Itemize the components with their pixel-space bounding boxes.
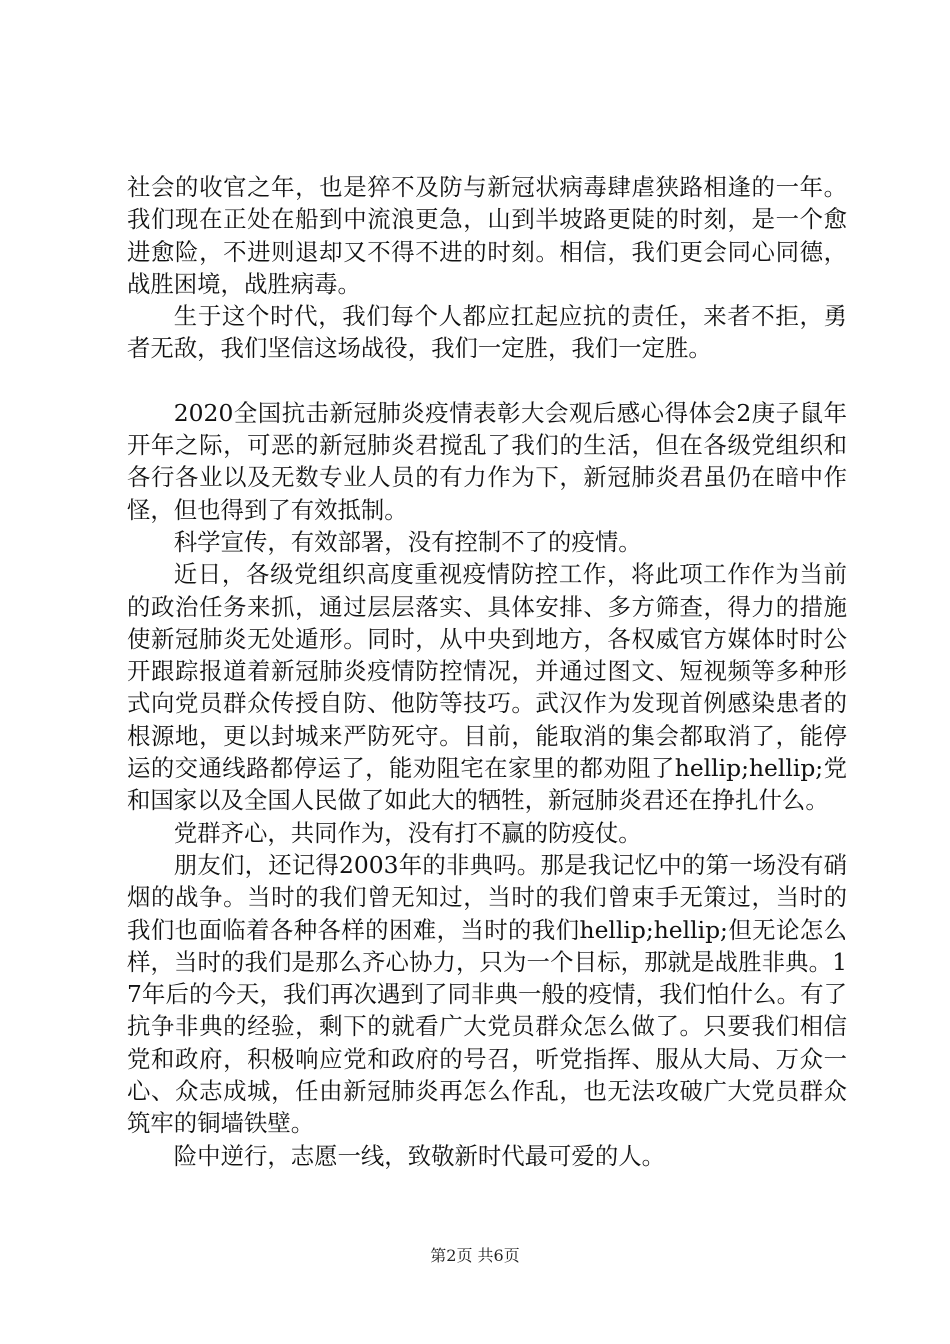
paragraph-continuation: 社会的收官之年，也是猝不及防与新冠状病毒肆虐狭路相逢的一年。我们现在正处在船到中流浪更急，山到半坡路更陡的时刻，是一个愈进愈险，不进则退却又不得不进的时刻。相信，我们更会同心同德，战胜困境，战胜病毒。 <box>127 173 847 298</box>
paragraph-article-heading: 2020全国抗击新冠肺炎疫情表彰大会观后感心得体会2庚子鼠年开年之际，可恶的新冠肺炎君搅乱了我们的生活，但在各级党组织和各行各业以及无数专业人员的有力作为下，新冠肺炎君虽仍在暗中作怪，但也得到了有效抵制。 <box>127 398 847 524</box>
paragraph: 生于这个时代，我们每个人都应扛起应抗的责任，来者不拒，勇者无敌，我们坚信这场战役，我们一定胜，我们一定胜。 <box>127 302 847 363</box>
paragraph: 党群齐心，共同作为，没有打不赢的防疫仗。 <box>173 818 642 847</box>
paragraph: 近日，各级党组织高度重视疫情防控工作，将此项工作作为当前的政治任务来抓，通过层层落实、具体安排、多方筛查，得力的措施使新冠肺炎无处遁形。同时，从中央到地方，各权威官方媒体时时公开跟踪报道着新冠肺炎疫情防控情况，并通过图文、短视频等多种形式向党员群众传授自防、他防等技巧。武汉作为发现首例感染患者的根源地，更以封城来严防死守。目前，能取消的集会都取消了，能停运的交通线路都停运了，能劝阻宅在家里的都劝阻了hellip;hellip;党和国家以及全国人民做了如此大的牺牲，新冠肺炎君还在挣扎什么。 <box>127 560 847 815</box>
paragraph: 险中逆行，志愿一线，致敬新时代最可爱的人。 <box>173 1141 665 1170</box>
page-number-footer: 第2页 共6页 <box>430 1246 520 1265</box>
paragraph: 朋友们，还记得2003年的非典吗。那是我记忆中的第一场没有硝烟的战争。当时的我们曾无知过，当时的我们曾束手无策过，当时的我们也面临着各种各样的困难，当时的我们hellip;hellip;但无论怎么样，当时的我们是那么齐心协力，只为一个目标，那就是战胜非典。17年后的今天，我们再次遇到了同非典一般的疫情，我们怕什么。有了抗争非典的经验，剩下的就看广大党员群众怎么做了。只要我们相信党和政府，积极响应党和政府的号召，听党指挥、服从大局、万众一心、众志成城，任由新冠肺炎再怎么作乱，也无法攻破广大党员群众筑牢的铜墙铁壁。 <box>127 850 847 1138</box>
document-body <box>127 171 847 1172</box>
paragraph: 科学宣传，有效部署，没有控制不了的疫情。 <box>173 527 642 556</box>
